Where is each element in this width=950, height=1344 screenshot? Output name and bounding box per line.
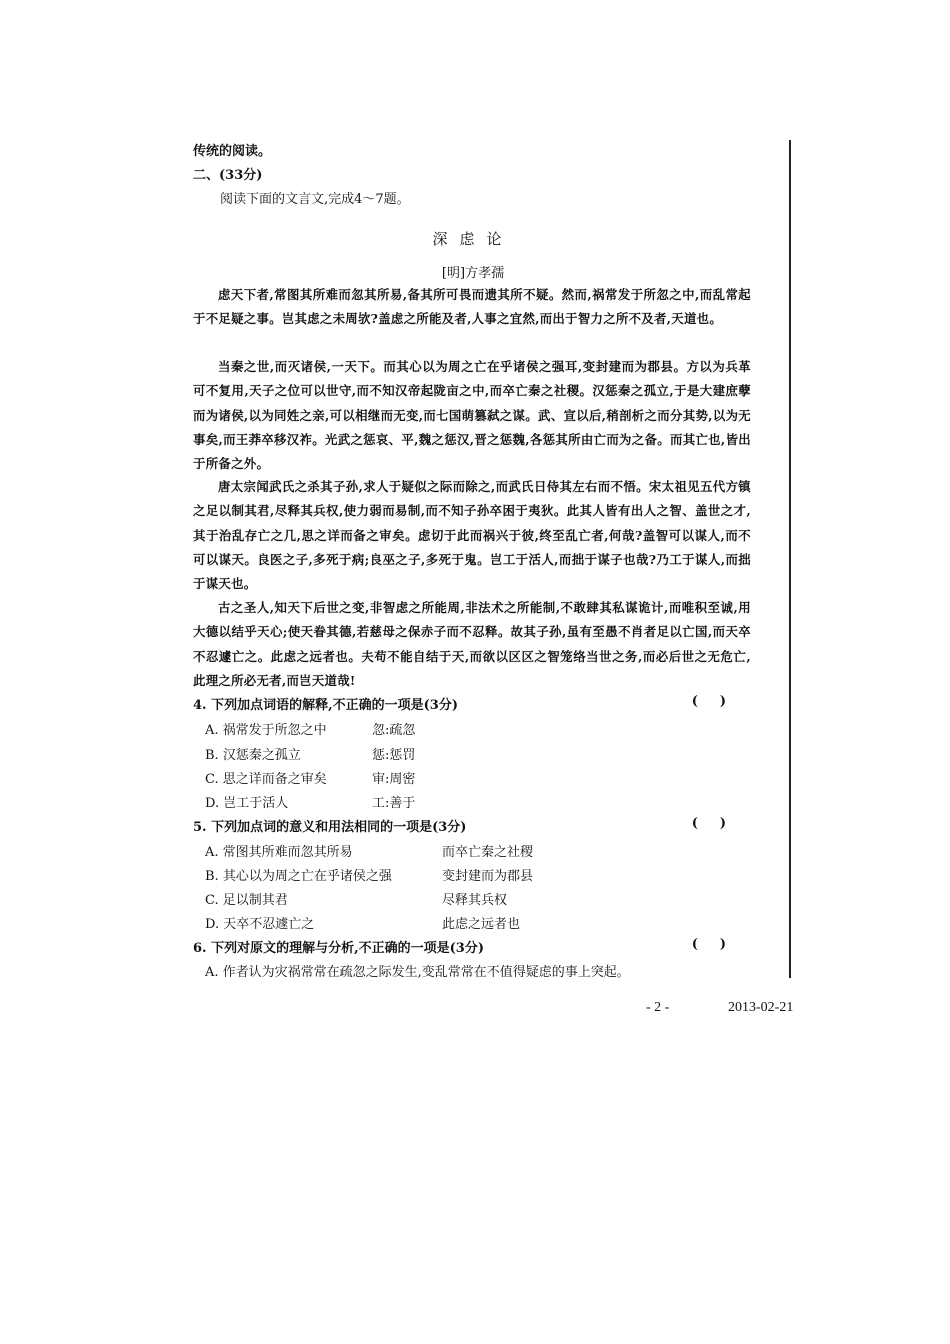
question-4-gloss-c: 审:周密 xyxy=(372,772,416,787)
passage-title: 深虑论 xyxy=(432,230,514,248)
page-number: - 2 - xyxy=(646,1000,670,1015)
question-4-answer-paren: () xyxy=(691,694,748,709)
question-5-option-b-left: B. 其心以为周之亡在乎诸侯之强 xyxy=(205,869,392,884)
section-header: 二、(33分) xyxy=(193,168,263,183)
passage-paragraph-4: 古之圣人,知天下后世之变,非智虑之所能周,非法术之所能制,不敢肆其私谋诡计,而唯积至诚,用大德以结乎天心;使天眷其德,若慈母之保赤子而不忍释。故其子孙,虽有至愚不肖者足以亡国,而天卒不忍遽亡之。此虑之远者也。夫苟不能自结于天,而欲以区区之智笼络当世之务,而必后世之无危亡,此理之所必无者,而岂天道哉! xyxy=(193,600,751,688)
question-5-option-d-left: D. 天卒不忍遽亡之 xyxy=(205,917,315,932)
question-5-answer-paren: () xyxy=(691,816,748,831)
question-4-option-c: C. 思之详而备之审矣 xyxy=(205,772,327,787)
question-4-gloss-d: 工:善于 xyxy=(372,796,416,811)
print-date: 2013-02-21 xyxy=(728,1000,794,1015)
question-4-gloss-a: 忽:疏忽 xyxy=(372,723,416,738)
question-4-option-a: A. 祸常发于所忽之中 xyxy=(205,723,327,738)
question-5-stem xyxy=(193,816,748,835)
intro-line: 传统的阅读。 xyxy=(193,144,272,159)
margin-rule xyxy=(789,140,791,978)
question-5-option-a-left: A. 常图其所难而忽其所易 xyxy=(205,845,353,860)
question-5-option-a-right: 而卒亡秦之社稷 xyxy=(442,845,534,860)
question-6-stem xyxy=(193,937,748,956)
question-4-gloss-b: 惩:惩罚 xyxy=(372,748,416,763)
instruction: 阅读下面的文言文,完成4～7题。 xyxy=(220,192,410,207)
question-5-option-c-right: 尽释其兵权 xyxy=(442,893,508,908)
passage-paragraph-2: 当秦之世,而灭诸侯,一天下。而其心以为周之亡在乎诸侯之强耳,变封建而为郡县。方以为兵革可不复用,天子之位可以世守,而不知汉帝起陇亩之中,而卒亡秦之社稷。汉惩秦之孤立,于是大建庶孽而为诸侯,以为同姓之亲,可以相继而无变,而七国萌篡弑之谋。武、宣以后,稍剖析之而分其势,以为无事矣,而王莽卒移汉祚。光武之惩哀、平,魏之惩汉,晋之惩魏,各惩其所由亡而为之备。而其亡也,皆出于所备之外。 xyxy=(193,359,751,472)
question-6-text: 6. 下列对原文的理解与分析,不正确的一项是(3分) xyxy=(193,941,484,956)
question-5-text: 5. 下列加点词的意义和用法相同的一项是(3分) xyxy=(193,820,467,835)
question-5-option-b-right: 变封建而为郡县 xyxy=(442,869,534,884)
question-4-stem xyxy=(193,694,748,713)
question-4-text: 4. 下列加点词语的解释,不正确的一项是(3分) xyxy=(193,698,458,713)
question-6-option-a: A. 作者认为灾祸常常在疏忽之际发生,变乱常常在不值得疑虑的事上突起。 xyxy=(205,965,630,980)
question-4-option-b: B. 汉惩秦之孤立 xyxy=(205,748,301,763)
question-6-answer-paren: () xyxy=(691,937,748,952)
passage-author: [明]方孝孺 xyxy=(441,266,505,281)
passage-paragraph-1: 虑天下者,常图其所难而忽其所易,备其所可畏而遗其所不疑。然而,祸常发于所忽之中,而乱常起于不足疑之事。岂其虑之未周欤?盖虑之所能及者,人事之宜然,而出于智力之所不及者,天道也。 xyxy=(193,287,751,327)
question-5-option-d-right: 此虑之远者也 xyxy=(442,917,521,932)
question-5-option-c-left: C. 足以制其君 xyxy=(205,893,288,908)
question-4-option-d: D. 岂工于活人 xyxy=(205,796,289,811)
passage-paragraph-3: 唐太宗闻武氏之杀其子孙,求人于疑似之际而除之,而武氏日侍其左右而不悟。宋太祖见五代方镇之足以制其君,尽释其兵权,使力弱而易制,而不知子孙卒困于夷狄。此其人皆有出人之智、盖世之才,其于治乱存亡之几,思之详而备之审矣。虑切于此而祸兴于彼,终至乱亡者,何哉?盖智可以谋人,而不可以谋天。良医之子,多死于病;良巫之子,多死于鬼。岂工于活人,而拙于谋子也哉?乃工于谋人,而拙于谋天也。 xyxy=(193,479,751,592)
